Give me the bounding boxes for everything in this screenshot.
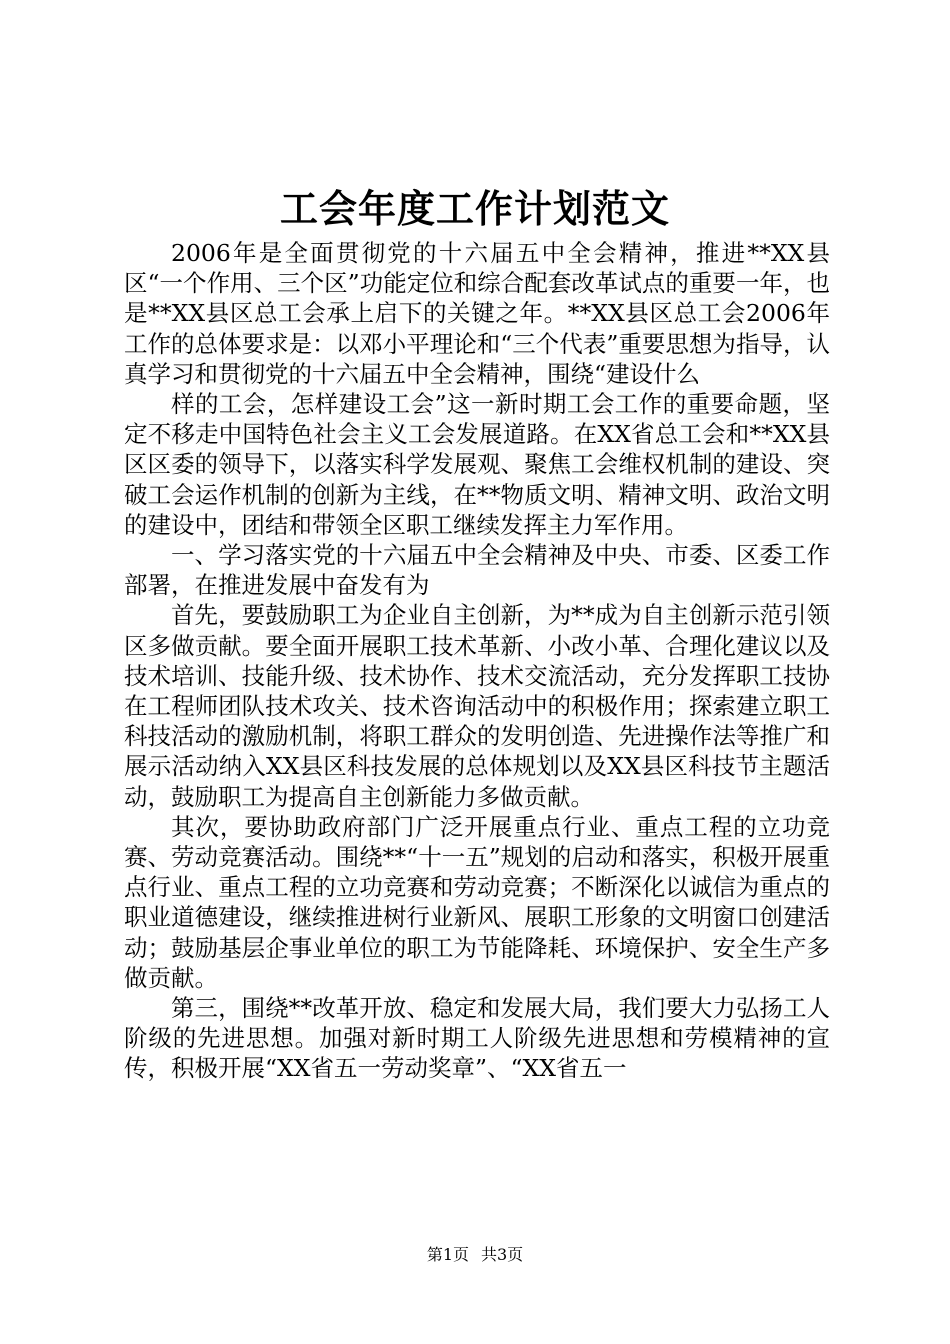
paragraph-second-point: 其次，要协助政府部门广泛开展重点行业、重点工程的立功竞赛、劳动竞赛活动。围绕**“十一五”规划的启动和落实，积极开展重点行业、重点工程的立功竞赛和劳动竞赛；不断深化以诚信为重点的职业道德建设，继续推进树行业新风、展职工形象的文明窗口创建活动；鼓励基层企事业单位的职工为节能降耗、环境保护、安全生产多做贡献。 (124, 812, 830, 992)
document-body (124, 238, 830, 1084)
paragraph-first-point: 首先，要鼓励职工为企业自主创新，为**成为自主创新示范引领区多做贡献。要全面开展职工技术革新、小改小革、合理化建议以及技术培训、技能升级、技术协作、技术交流活动，充分发挥职工技协在工程师团队技术攻关、技术咨询活动中的积极作用；探索建立职工科技活动的激励机制，将职工群众的发明创造、先进操作法等推广和展示活动纳入XX县区科技发展的总体规划以及XX县区科技节主题活动，鼓励职工为提高自主创新能力多做贡献。 (124, 601, 830, 811)
section-heading-one: 一、学习落实党的十六届五中全会精神及中央、市委、区委工作部署，在推进发展中奋发有为 (124, 541, 830, 600)
paragraph-intro-continued: 样的工会，怎样建设工会”这一新时期工会工作的重要命题，坚定不移走中国特色社会主义工会发展道路。在XX省总工会和**XX县区区委的领导下，以落实科学发展观、聚焦工会维权机制的建设、突破工会运作机制的创新为主线，在**物质文明、精神文明、政治文明的建设中，团结和带领全区职工继续发挥主力军作用。 (124, 390, 830, 539)
document-title: 工会年度工作计划范文 (279, 186, 670, 231)
page-footer (0, 1244, 950, 1266)
page-total: 共3页 (481, 1245, 524, 1264)
paragraph-intro: 2006年是全面贯彻党的十六届五中全会精神，推进**XX县区“一个作用、三个区”功能定位和综合配套改革试点的重要一年，也是**XX县区总工会承上启下的关键之年。**XX县区总工会2006年工作的总体要求是：以邓小平理论和“三个代表”重要思想为指导，认真学习和贯彻党的十六届五中全会精神，围绕“建设什么 (124, 239, 830, 388)
page-number: 第1页 (426, 1245, 469, 1264)
paragraph-third-point: 第三，围绕**改革开放、稳定和发展大局，我们要大力弘扬工人阶级的先进思想。加强对新时期工人阶级先进思想和劳模精神的宣传，积极开展“XX省五一劳动奖章”、“XX省五一 (124, 994, 830, 1083)
